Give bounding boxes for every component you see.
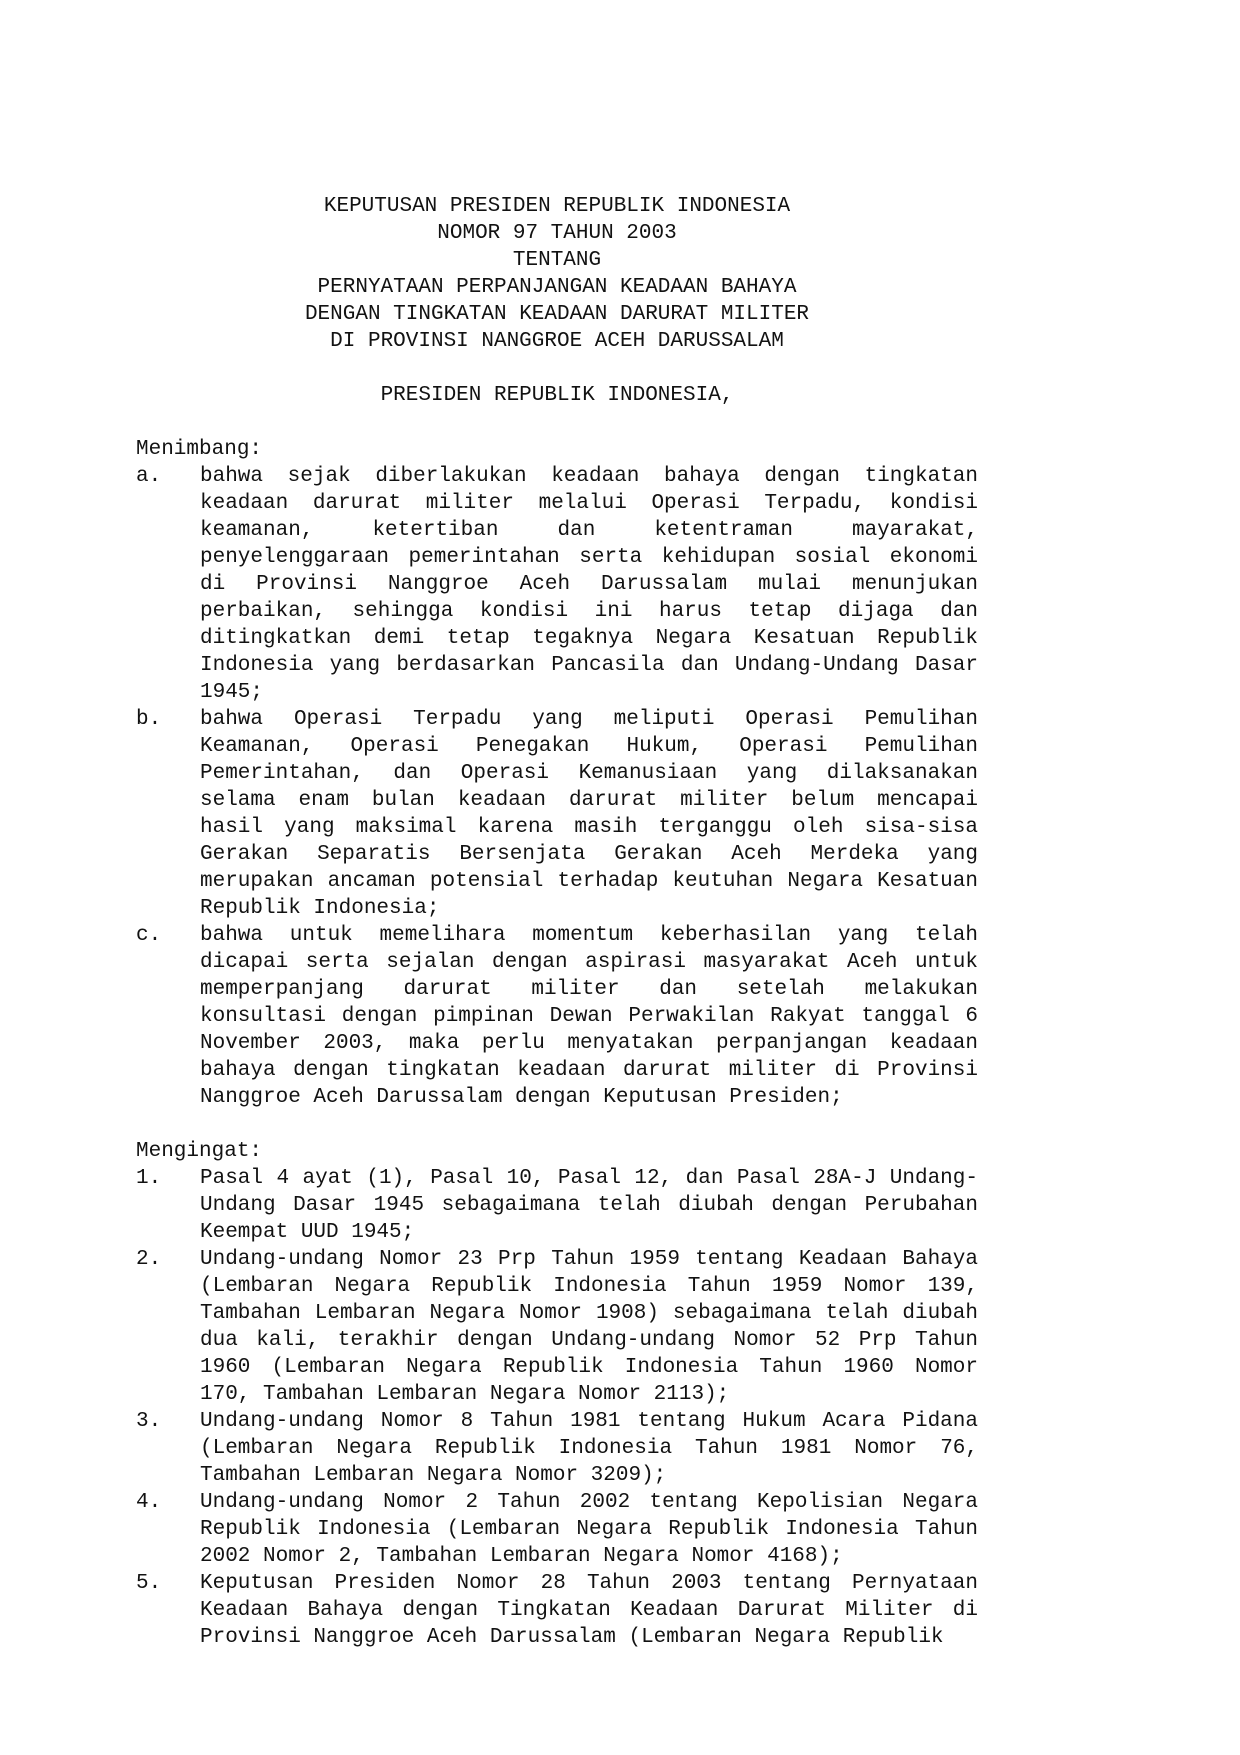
document-title-block [136,193,978,355]
mengingat-item-2 [136,1246,978,1408]
title-line-2: NOMOR 97 TAHUN 2003 [437,222,677,245]
title-line-1: KEPUTUSAN PRESIDEN REPUBLIK INDONESIA [323,195,791,218]
menimbang-item-b [136,706,978,922]
title-line-5: DENGAN TINGKATAN KEADAAN DARURAT MILITER [304,303,810,326]
mengingat-item-4 [136,1489,978,1570]
item-text: bahwa Operasi Terpadu yang meliputi Operasi Pemulihan Keamanan, Operasi Penegakan Hukum, Operasi Pemulihan Pemerintahan, dan Operasi Kemanusiaan yang dilaksanakan selama enam bulan keadaan darurat militer belum mencapai hasil yang maksimal karena masih terganggu oleh sisa-sisa Gerakan Separatis Bersenjata Gerakan Aceh Merdeka yang merupakan ancaman potensial terhadap keutuhan Negara Kesatuan Republik Indonesia; [200,708,978,920]
title-line-6: DI PROVINSI NANGGROE ACEH DARUSSALAM [330,330,784,353]
title-line-4: PERNYATAAN PERPANJANGAN KEADAAN BAHAYA [317,276,797,299]
item-marker: 5. [136,1572,162,1595]
item-marker: c. [136,924,162,947]
mengingat-section [136,1138,978,1651]
item-text: Keputusan Presiden Nomor 28 Tahun 2003 tentang Pernyataan Keadaan Bahaya dengan Tingkatan Keadaan Darurat Militer di Provinsi Nanggroe Aceh Darussalam (Lembaran Negara Republik [200,1572,978,1649]
item-marker: 2. [136,1248,162,1271]
item-marker: 4. [136,1491,162,1514]
menimbang-label: Menimbang: [136,438,263,461]
mengingat-item-3 [136,1408,978,1489]
issuer-line: PRESIDEN REPUBLIK INDONESIA, [380,384,734,407]
item-text: Undang-undang Nomor 23 Prp Tahun 1959 tentang Keadaan Bahaya (Lembaran Negara Republik Indonesia Tahun 1959 Nomor 139, Tambahan Lembaran Negara Nomor 1908) sebagaimana telah diubah dua kali, terakhir dengan Undang-undang Nomor 52 Prp Tahun 1960 (Lembaran Negara Republik Indonesia Tahun 1960 Nomor 170, Tambahan Lembaran Negara Nomor 2113); [200,1248,978,1406]
menimbang-section [136,436,978,1111]
item-text: Undang-undang Nomor 2 Tahun 2002 tentang Kepolisian Negara Republik Indonesia (Lembaran Negara Republik Indonesia Tahun 2002 Nomor 2, Tambahan Lembaran Negara Nomor 4168); [200,1491,978,1568]
item-marker: b. [136,708,162,731]
item-text: bahwa untuk memelihara momentum keberhasilan yang telah dicapai serta sejalan dengan aspirasi masyarakat Aceh untuk memperpanjang darurat militer dan setelah melakukan konsultasi dengan pimpinan Dewan Perwakilan Rakyat tanggal 6 November 2003, maka perlu menyatakan perpanjangan keadaan bahaya dengan tingkatan keadaan darurat militer di Provinsi Nanggroe Aceh Darussalam dengan Keputusan Presiden; [200,924,978,1109]
item-marker: 1. [136,1167,162,1190]
mengingat-item-1 [136,1165,978,1246]
item-text: Pasal 4 ayat (1), Pasal 10, Pasal 12, dan Pasal 28A-J Undang-Undang Dasar 1945 sebagaimana telah diubah dengan Perubahan Keempat UUD 1945; [200,1167,978,1244]
item-marker: a. [136,465,162,488]
item-text: Undang-undang Nomor 8 Tahun 1981 tentang Hukum Acara Pidana (Lembaran Negara Republik Indonesia Tahun 1981 Nomor 76, Tambahan Lembaran Negara Nomor 3209); [200,1410,978,1487]
item-marker: 3. [136,1410,162,1433]
title-line-3: TENTANG [512,249,602,272]
menimbang-item-c [136,922,978,1111]
mengingat-item-5 [136,1570,978,1651]
mengingat-label: Mengingat: [136,1140,263,1163]
menimbang-item-a [136,463,978,706]
item-text: bahwa sejak diberlakukan keadaan bahaya dengan tingkatan keadaan darurat militer melalui Operasi Terpadu, kondisi keamanan, ketertiban dan ketentraman mayarakat, penyelenggaraan pemerintahan serta kehidupan sosial ekonomi di Provinsi Nanggroe Aceh Darussalam mulai menunjukan perbaikan, sehingga kondisi ini harus tetap dijaga dan ditingkatkan demi tetap tegaknya Negara Kesatuan Republik Indonesia yang berdasarkan Pancasila dan Undang-Undang Dasar 1945; [200,465,978,704]
